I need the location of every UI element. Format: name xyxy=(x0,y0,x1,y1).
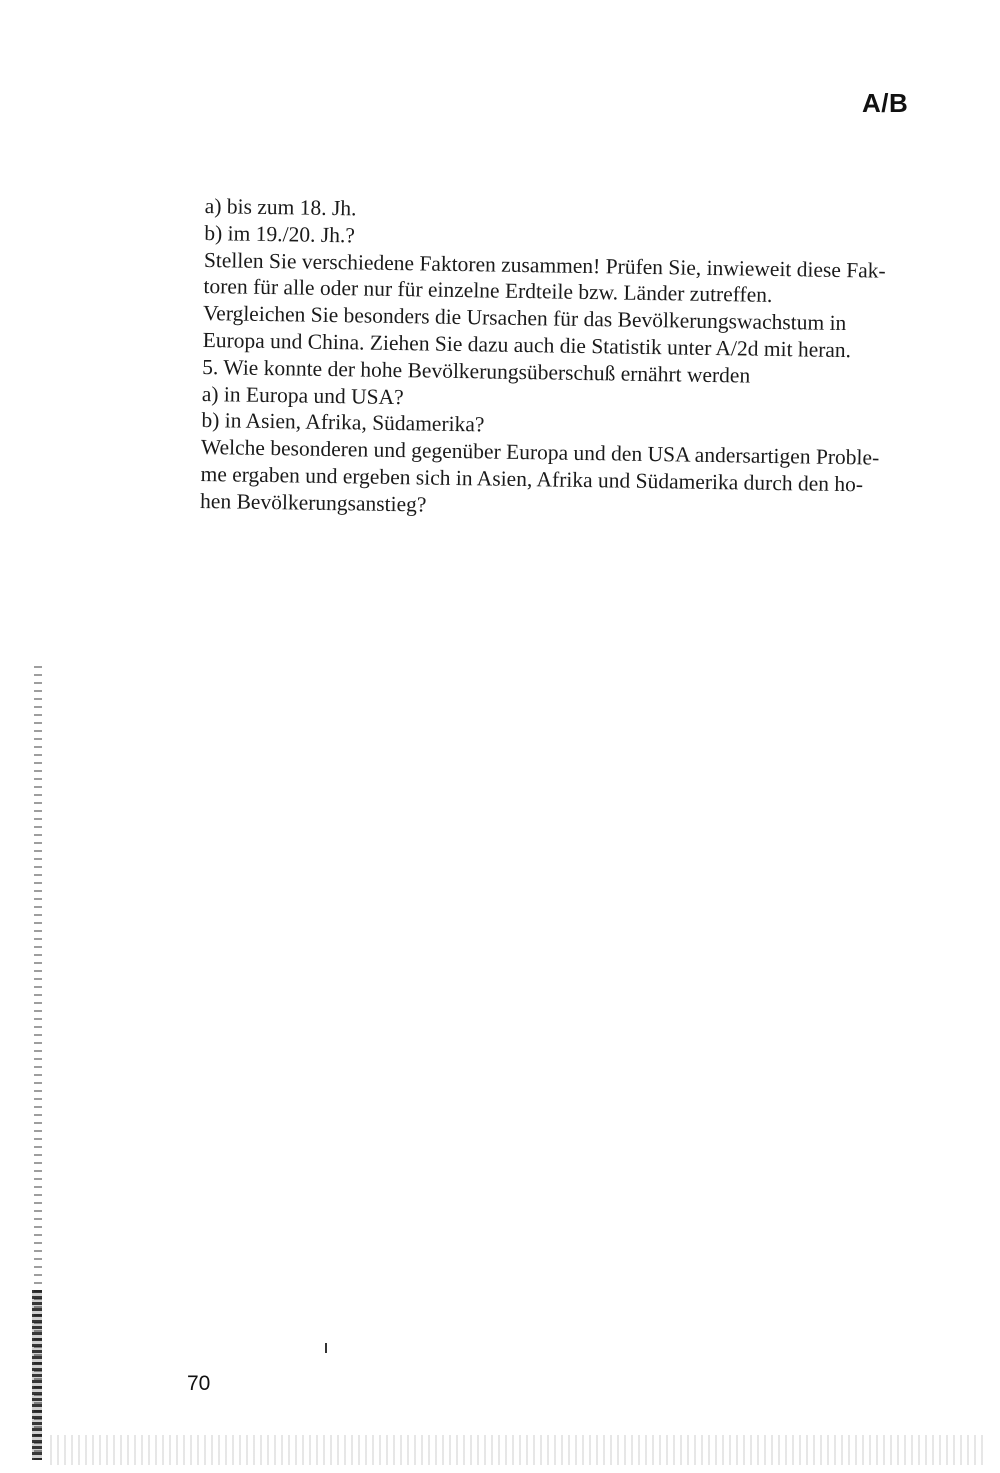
text-line: b) in Asien, Afrika, Südamerika? xyxy=(201,408,485,437)
page-number: 70 xyxy=(187,1372,211,1395)
text-line: Vergleichen Sie besonders die Ursachen für das Bevölkerungswachstum in xyxy=(202,301,847,336)
scan-edge-dark-artifact xyxy=(32,1290,42,1460)
text-line: b) im 19./20. Jh.? xyxy=(204,220,356,248)
text-line: hen Bevölkerungsanstieg? xyxy=(199,488,427,517)
question-text-block xyxy=(200,193,965,526)
text-line: Welche besonderen und gegenüber Europa und den USA andersartigen Proble- xyxy=(200,435,880,470)
text-line: a) in Europa und USA? xyxy=(201,381,404,409)
text-line: Stellen Sie verschiedene Faktoren zusammen! Prüfen Sie, inwieweit diese Fak- xyxy=(203,247,886,283)
text-line: 5. Wie konnte der hohe Bevölkerungsüberschuß ernährt werden xyxy=(202,354,751,388)
section-tag: A/B xyxy=(862,88,909,118)
scan-bottom-noise xyxy=(45,1435,985,1465)
text-line: me ergaben und ergeben sich in Asien, Afrika und Südamerika durch den ho- xyxy=(200,461,864,497)
text-line: toren für alle oder nur für einzelne Erdteile bzw. Länder zutreffen. xyxy=(203,274,773,308)
scan-speck xyxy=(325,1343,327,1353)
text-line: a) bis zum 18. Jh. xyxy=(204,193,357,221)
text-line: Europa und China. Ziehen Sie dazu auch die Statistik unter A/2d mit heran. xyxy=(202,327,852,363)
